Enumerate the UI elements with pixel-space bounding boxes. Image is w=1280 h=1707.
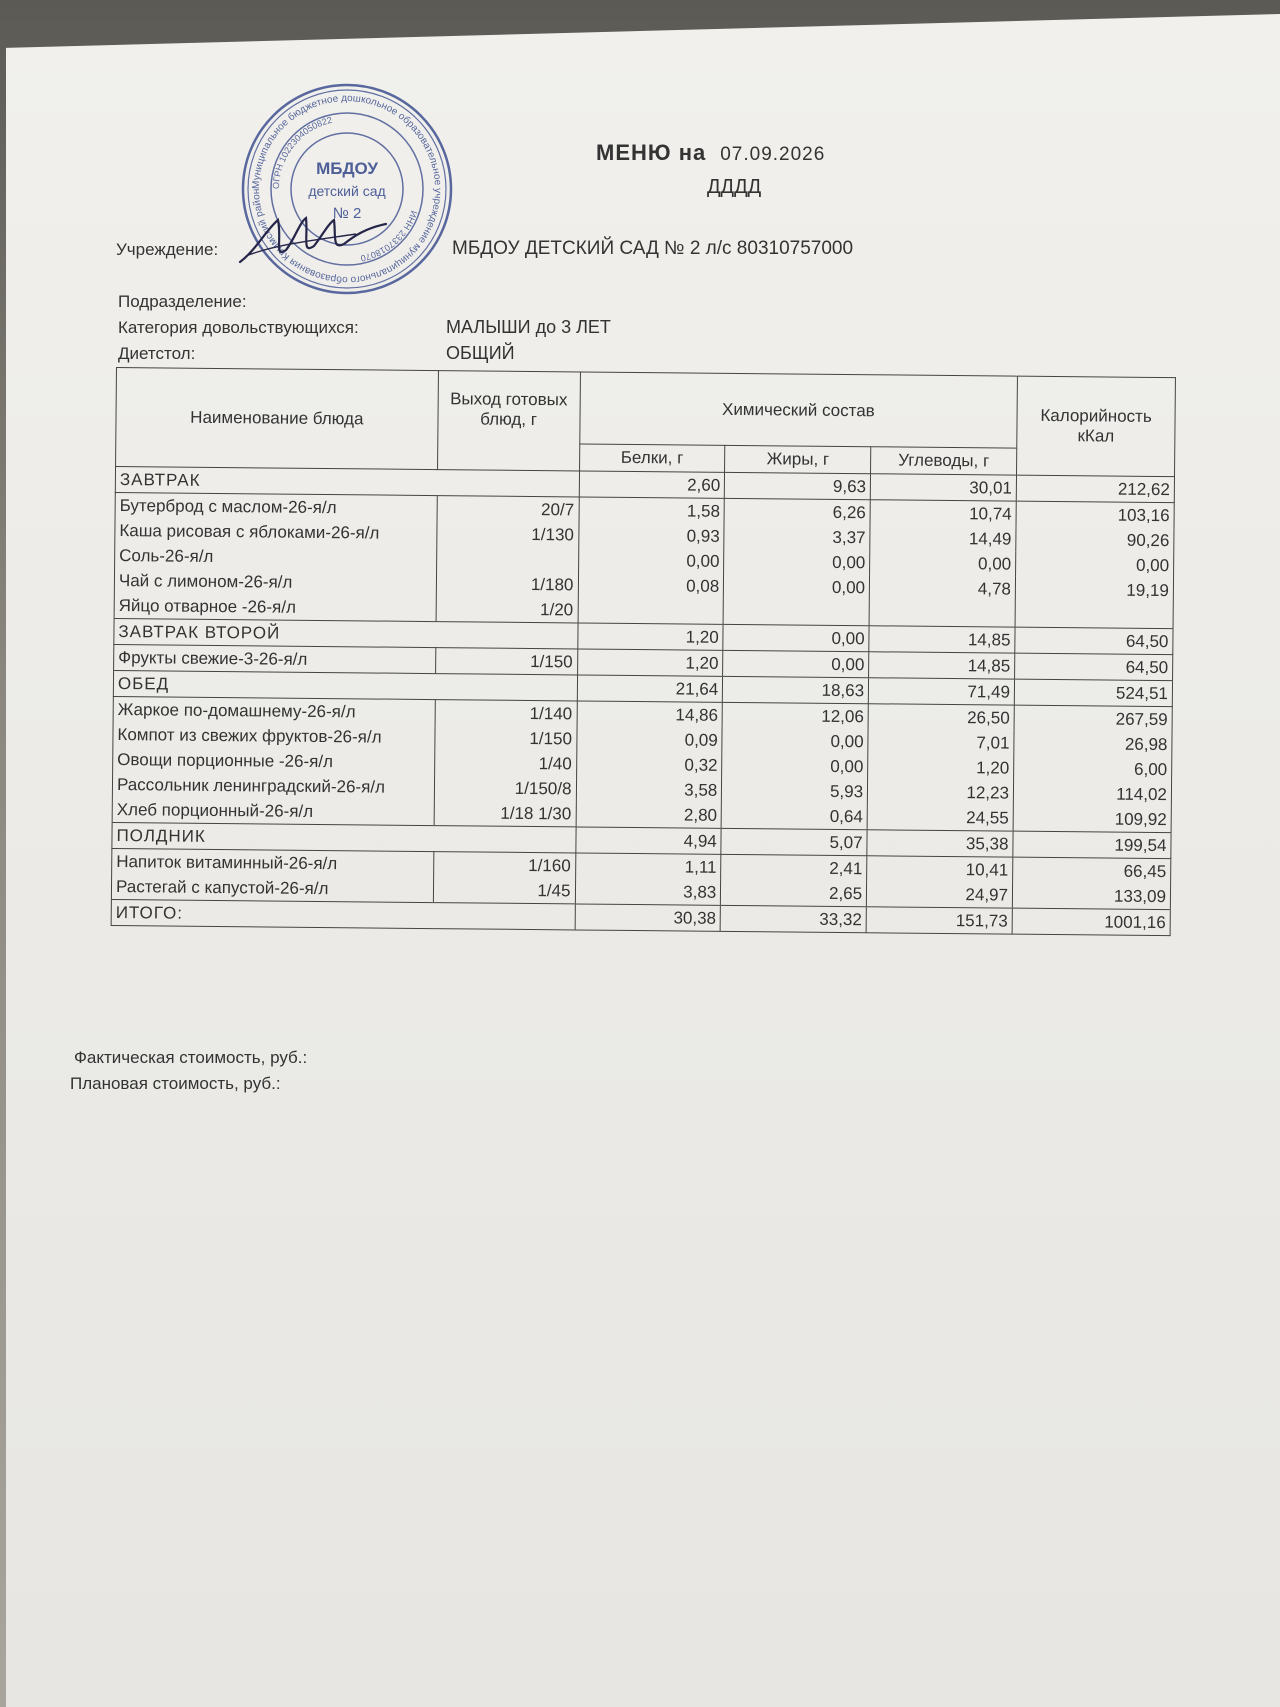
dish-carbs: 24,55 bbox=[867, 804, 1013, 831]
dish-protein: 14,86 bbox=[577, 701, 723, 728]
table-header-row bbox=[116, 368, 1176, 451]
dish-fat: 6,26 bbox=[724, 498, 870, 525]
section-fat: 18,63 bbox=[723, 676, 869, 703]
dish-fat: 2,65 bbox=[721, 880, 867, 907]
dish-carbs: 0,00 bbox=[870, 550, 1016, 576]
stamp-center-line3: № 2 bbox=[332, 205, 362, 222]
dish-carbs: 14,49 bbox=[870, 525, 1016, 551]
dish-yield: 1/20 bbox=[436, 596, 578, 623]
dish-name: Бутерброд с маслом-26-я/л bbox=[115, 492, 437, 521]
total-fat: 33,32 bbox=[720, 905, 866, 932]
institution-value: МБДОУ ДЕТСКИЙ САД № 2 л/с 80310757000 bbox=[452, 238, 854, 259]
dish-name: Рассольник ленинградский-26-я/л bbox=[112, 772, 434, 800]
total-protein: 30,38 bbox=[575, 904, 721, 931]
dish-fat: 12,06 bbox=[722, 702, 868, 729]
dish-protein: 0,32 bbox=[576, 751, 722, 777]
header-dish: Наименование блюда bbox=[116, 368, 439, 470]
total-kcal: 1001,16 bbox=[1012, 908, 1170, 936]
dish-yield: 1/150/8 bbox=[434, 775, 576, 801]
dish-kcal: 64,50 bbox=[1015, 653, 1173, 681]
header-fat: Жиры, г bbox=[725, 446, 871, 474]
section-name: ПОЛДНИК bbox=[112, 822, 576, 852]
dish-name: Жаркое по-домашнему-26-я/л bbox=[113, 696, 435, 725]
signature bbox=[236, 210, 396, 270]
dish-name: Фрукты свежие-3-26-я/л bbox=[114, 644, 436, 673]
header-yield: Выход готовых блюд, г bbox=[437, 371, 580, 471]
dish-carbs: 14,85 bbox=[869, 652, 1015, 679]
division-label: Подразделение: bbox=[118, 292, 247, 311]
dish-fat: 0,00 bbox=[724, 574, 870, 600]
dish-protein: 2,80 bbox=[576, 801, 722, 828]
section-kcal: 64,50 bbox=[1015, 627, 1173, 655]
dish-yield: 1/18 1/30 bbox=[434, 800, 576, 827]
dish-carbs: 4,78 bbox=[869, 575, 1015, 601]
section-fat: 5,07 bbox=[721, 828, 867, 855]
dish-name: Овощи порционные -26-я/л bbox=[113, 747, 435, 775]
section-kcal: 524,51 bbox=[1014, 679, 1172, 707]
header-chem: Химический состав bbox=[579, 372, 1017, 449]
dish-carbs: 7,01 bbox=[868, 729, 1014, 755]
category-value: МАЛЫШИ до 3 ЛЕТ bbox=[446, 317, 611, 337]
dish-yield: 1/45 bbox=[433, 877, 575, 904]
header-carbs: Углеводы, г bbox=[871, 447, 1017, 475]
dish-carbs bbox=[869, 600, 1015, 627]
dish-protein: 0,09 bbox=[576, 726, 722, 752]
dish-yield: 1/180 bbox=[436, 571, 578, 597]
dish-carbs: 10,74 bbox=[870, 500, 1016, 527]
dish-name: Хлеб порционный-26-я/л bbox=[112, 797, 434, 826]
section-fat: 0,00 bbox=[723, 624, 869, 651]
dish-kcal: 26,98 bbox=[1014, 731, 1172, 758]
actual-cost-label: Фактическая стоимость, руб.: bbox=[74, 1048, 308, 1067]
section-carbs: 71,49 bbox=[868, 678, 1014, 705]
dish-kcal: 267,59 bbox=[1014, 705, 1172, 732]
dish-protein bbox=[578, 597, 724, 624]
dish-fat: 0,00 bbox=[724, 549, 870, 575]
section-carbs: 14,85 bbox=[869, 626, 1015, 653]
dish-kcal: 19,19 bbox=[1015, 577, 1173, 604]
dish-yield: 1/160 bbox=[433, 852, 575, 879]
dish-fat: 2,41 bbox=[721, 854, 867, 881]
dish-fat: 0,00 bbox=[722, 753, 868, 779]
section-carbs: 30,01 bbox=[870, 474, 1016, 501]
dish-yield: 1/150 bbox=[434, 725, 576, 751]
menu-date: 07.09.2026 bbox=[720, 144, 826, 165]
dish-protein: 1,20 bbox=[577, 649, 723, 676]
dish-kcal: 114,02 bbox=[1013, 781, 1171, 808]
section-protein: 21,64 bbox=[577, 675, 723, 702]
dish-fat: 0,00 bbox=[722, 728, 868, 754]
dish-protein: 1,58 bbox=[579, 497, 725, 524]
dish-yield bbox=[436, 546, 578, 572]
dish-fat bbox=[723, 599, 869, 626]
title-text: МЕНЮ на bbox=[596, 140, 707, 165]
page-title bbox=[596, 140, 825, 166]
dish-protein: 0,00 bbox=[578, 547, 724, 573]
dish-protein: 3,83 bbox=[575, 878, 721, 905]
dish-name: Напиток витаминный-26-я/л bbox=[112, 848, 434, 877]
dish-kcal: 133,09 bbox=[1012, 883, 1170, 910]
planned-cost-label: Плановая стоимость, руб.: bbox=[70, 1074, 281, 1093]
dish-kcal: 90,26 bbox=[1016, 527, 1174, 554]
section-kcal: 199,54 bbox=[1013, 831, 1171, 859]
total-carbs: 151,73 bbox=[866, 907, 1012, 934]
dish-kcal: 109,92 bbox=[1013, 806, 1171, 833]
section-carbs: 35,38 bbox=[867, 830, 1013, 857]
dish-yield: 1/130 bbox=[436, 521, 578, 547]
total-label: ИТОГО: bbox=[111, 899, 575, 929]
section-fat: 9,63 bbox=[725, 472, 871, 499]
dish-kcal bbox=[1015, 602, 1173, 629]
section-name: ЗАВТРАК bbox=[115, 467, 579, 497]
dish-fat: 0,00 bbox=[723, 650, 869, 677]
dish-carbs: 1,20 bbox=[868, 754, 1014, 780]
section-protein: 2,60 bbox=[579, 471, 725, 498]
stamp-center-line1: МБДОУ bbox=[316, 159, 378, 178]
header-kcal: Калорийность кКал bbox=[1017, 376, 1176, 477]
dish-name: Компот из свежих фруктов-26-я/л bbox=[113, 722, 435, 750]
dish-yield: 1/150 bbox=[435, 648, 577, 675]
dish-protein: 1,11 bbox=[575, 853, 721, 880]
dish-name: Яйцо отварное -26-я/л bbox=[114, 593, 436, 622]
dish-protein: 3,58 bbox=[576, 776, 722, 802]
dish-carbs: 24,97 bbox=[867, 881, 1013, 908]
dish-fat: 3,37 bbox=[724, 524, 870, 550]
dish-kcal: 66,45 bbox=[1013, 857, 1171, 884]
dish-carbs: 10,41 bbox=[867, 856, 1013, 883]
dish-kcal: 6,00 bbox=[1014, 756, 1172, 783]
section-kcal: 212,62 bbox=[1016, 475, 1174, 503]
stamp-ring-text: Муниципальное бюджетное дошкольное образовательное учреждение муниципального образования Крымский район bbox=[250, 92, 444, 286]
dish-yield: 1/40 bbox=[434, 750, 576, 776]
institution-label: Учреждение: bbox=[116, 240, 219, 259]
dish-protein: 0,93 bbox=[578, 522, 724, 548]
diet-value: ОБЩИЙ bbox=[446, 343, 515, 363]
category-label: Категория довольствующихся: bbox=[118, 318, 359, 337]
stamp-inn: ИНН 2337018070 bbox=[359, 209, 420, 264]
dish-carbs: 12,23 bbox=[867, 779, 1013, 805]
section-protein: 4,94 bbox=[575, 827, 721, 854]
dish-name: Соль-26-я/л bbox=[115, 543, 437, 571]
header-protein: Белки, г bbox=[579, 444, 725, 472]
dish-name: Каша рисовая с яблоками-26-я/л bbox=[115, 518, 437, 546]
dish-kcal: 0,00 bbox=[1016, 552, 1174, 579]
stamp-center-line2: детский сад bbox=[308, 183, 386, 199]
section-name: ОБЕД bbox=[113, 670, 577, 700]
dish-protein: 0,08 bbox=[578, 572, 724, 598]
dish-fat: 5,93 bbox=[722, 778, 868, 804]
page-subtitle: ДДДД bbox=[707, 176, 762, 198]
dish-kcal: 103,16 bbox=[1016, 501, 1174, 528]
section-protein: 1,20 bbox=[577, 623, 723, 650]
menu-body bbox=[111, 467, 1174, 936]
dish-name: Растегай с капустой-26-я/л bbox=[111, 874, 433, 903]
dish-carbs: 26,50 bbox=[868, 704, 1014, 731]
stamp-ogrn: ОГРН 1022304050822 bbox=[270, 114, 334, 190]
dish-yield: 1/140 bbox=[435, 700, 577, 727]
section-name: ЗАВТРАК ВТОРОЙ bbox=[114, 618, 578, 648]
dish-name: Чай с лимоном-26-я/л bbox=[114, 568, 436, 596]
dish-fat: 0,64 bbox=[721, 803, 867, 830]
menu-table bbox=[111, 367, 1176, 936]
dish-yield: 20/7 bbox=[437, 496, 579, 523]
diet-label: Диетстол: bbox=[118, 344, 196, 363]
